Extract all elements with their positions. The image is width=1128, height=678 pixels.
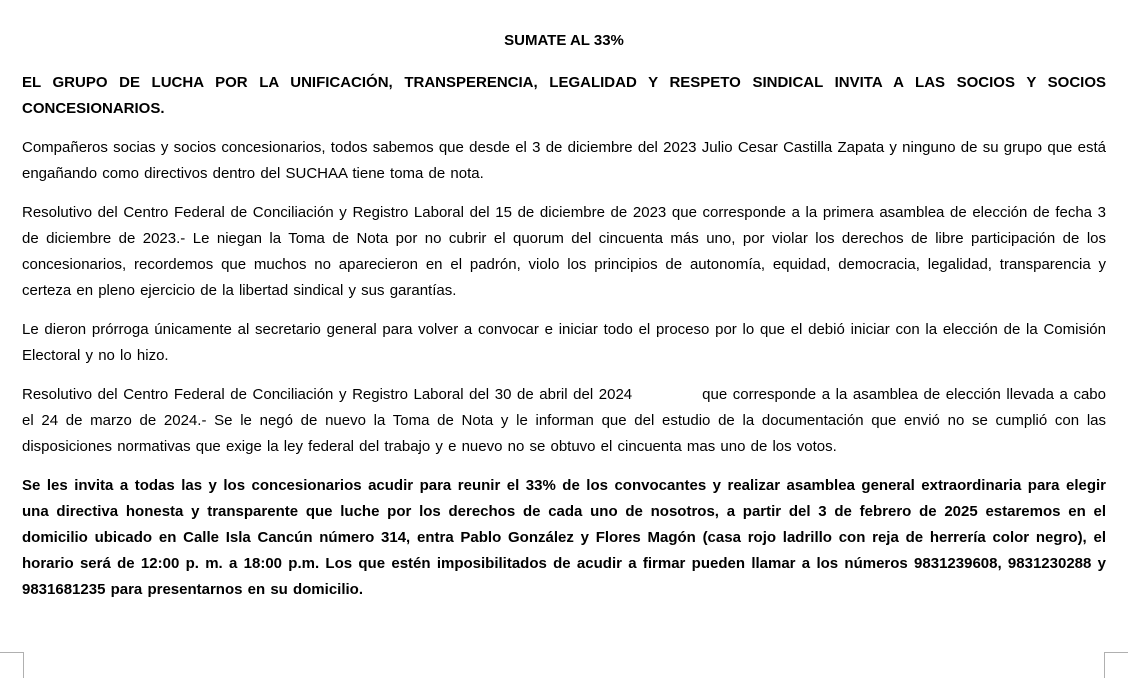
paragraph-resolution-2023: Resolutivo del Centro Federal de Conciliación y Registro Laboral del 15 de diciembre de 2023 que corresponde a la primera asamblea de elección de fecha 3 de diciembre de 2023.- Le niegan la Toma de Nota por no cubrir el quorum del cincuenta más uno, por violar los derechos de libre participación de los concesionarios, recordemos que muchos no aparecieron en el padrón, violo los principios de autonomía, equidad, democracia, legalidad, transparencia y certeza en pleno ejercicio de la libertad sindical y sus garantías.: [22, 204, 1106, 299]
tab-gap: [632, 398, 702, 399]
document-title: SUMATE AL 33%: [504, 32, 624, 49]
paragraph-resolution-2024: [22, 382, 1106, 460]
paragraph-resolution-2024-after-tab: que corresponde a la asamblea de elección llevada a cabo el 24 de marzo de 2024.- Se le negó de nuevo la Toma de Nota y le informan que del estudio de la documentación que envió no se cumplió con las disposiciones normativas que exige la ley federal del trabajo y e nuevo no se obtuvo el cincuenta mas uno de los votos.: [22, 386, 1106, 455]
paragraph-intro: Compañeros socias y socios concesionarios, todos sabemos que desde el 3 de diciembre del 2023 Julio Cesar Castilla Zapata y ninguno de su grupo que está engañando como directivos dentro del SUCHAA tiene toma de nota.: [22, 139, 1106, 182]
paragraph-invitation-heading: EL GRUPO DE LUCHA POR LA UNIFICACIÓN, TRANSPERENCIA, LEGALIDAD Y RESPETO SINDICAL INVITA A LAS SOCIOS Y SOCIOS CONCESIONARIOS.: [22, 74, 1106, 117]
paragraph-resolution-2024-before-tab: Resolutivo del Centro Federal de Conciliación y Registro Laboral del 30 de abril del 2024: [22, 386, 633, 403]
crop-mark-bottom-right: [1104, 652, 1128, 678]
crop-mark-bottom-left: [0, 652, 24, 678]
paragraph-call-to-action: Se les invita a todas las y los concesionarios acudir para reunir el 33% de los convocantes y realizar asamblea general extraordinaria para elegir una directiva honesta y transparente que luche por los derechos de cada uno de nosotros, a partir del 3 de febrero de 2025 estaremos en el domicilio ubicado en Calle Isla Cancún número 314, entra Pablo González y Flores Magón (casa rojo ladrillo con reja de herrería color negro), el horario será de 12:00 p. m. a 18:00 p.m. Los que estén imposibilitados de acudir a firmar pueden llamar a los números 9831239608, 9831230288 y 9831681235 para presentarnos en su domicilio.: [22, 477, 1106, 598]
paragraph-prorroga: Le dieron prórroga únicamente al secretario general para volver a convocar e iniciar todo el proceso por lo que el debió iniciar con la elección de la Comisión Electoral y no lo hizo.: [22, 321, 1106, 364]
